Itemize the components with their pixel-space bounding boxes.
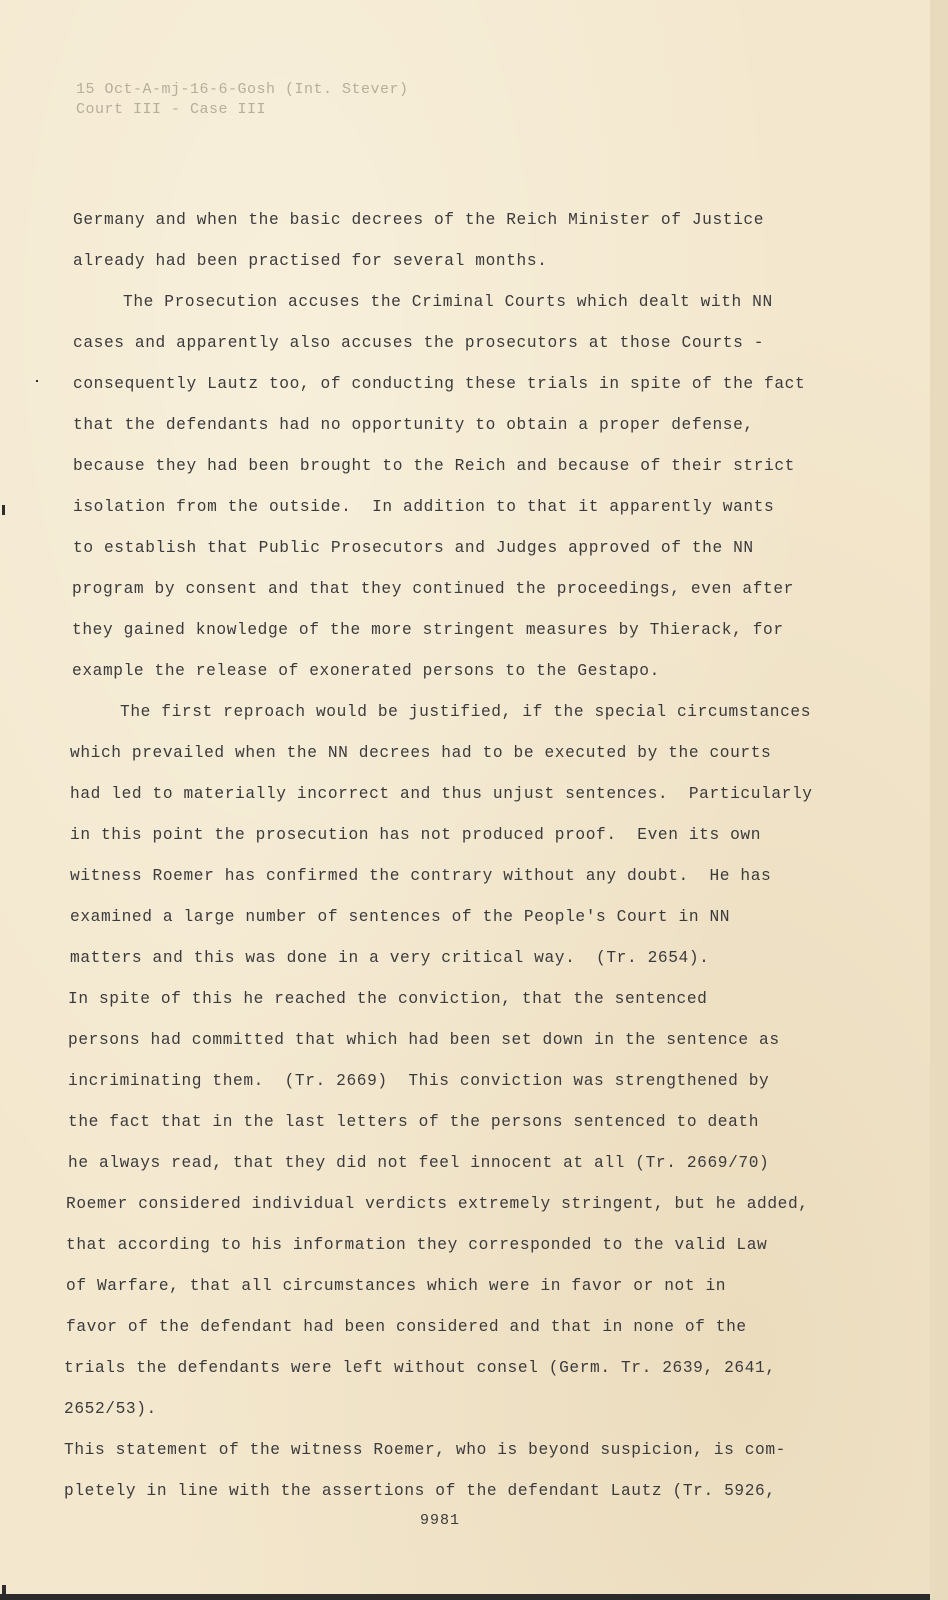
body-line: in this point the prosecution has not produced proof. Even its own — [70, 826, 762, 844]
body-line: isolation from the outside. In addition to that it apparently wants — [73, 498, 775, 516]
body-line: to establish that Public Prosecutors and Judges approved of the NN — [73, 539, 754, 557]
body-line: examined a large number of sentences of the People's Court in NN — [70, 908, 731, 926]
body-line: had led to materially incorrect and thus unjust sentences. Particularly — [70, 785, 813, 803]
body-line: already had been practised for several months. — [73, 252, 548, 270]
document-header — [76, 80, 409, 120]
body-line: that the defendants had no opportunity to obtain a proper defense, — [73, 416, 754, 434]
body-line: because they had been brought to the Reich and because of their strict — [73, 457, 795, 475]
body-line: In spite of this he reached the conviction, that the sentenced — [68, 990, 708, 1008]
body-line: The first reproach would be justified, if the special circumstances — [120, 703, 812, 721]
header-line-1: 15 Oct-A-mj-16-6-Gosh (Int. Stever) — [76, 81, 409, 98]
body-line: This statement of the witness Roemer, who is beyond suspicion, is com- — [64, 1441, 786, 1459]
body-line: they gained knowledge of the more stringent measures by Thierack, for — [72, 621, 784, 639]
scan-right-edge — [930, 0, 948, 1600]
body-line: pletely in line with the assertions of the defendant Lautz (Tr. 5926, — [64, 1482, 776, 1500]
body-line: program by consent and that they continued the proceedings, even after — [72, 580, 794, 598]
page-number: 9981 — [420, 1512, 461, 1529]
speck-mark — [36, 380, 38, 382]
body-line: the fact that in the last letters of the persons sentenced to death — [68, 1113, 760, 1131]
body-line: Germany and when the basic decrees of the Reich Minister of Justice — [73, 211, 765, 229]
body-line: cases and apparently also accuses the prosecutors at those Courts - — [73, 334, 765, 352]
body-line: he always read, that they did not feel innocent at all (Tr. 2669/70) — [68, 1154, 770, 1172]
body-line: favor of the defendant had been considered and that in none of the — [66, 1318, 747, 1336]
body-line: witness Roemer has confirmed the contrary without any doubt. He has — [70, 867, 772, 885]
body-line: of Warfare, that all circumstances which were in favor or not in — [66, 1277, 727, 1295]
body-line: The Prosecution accuses the Criminal Courts which dealt with NN — [123, 293, 773, 311]
body-line: consequently Lautz too, of conducting these trials in spite of the fact — [73, 375, 806, 393]
body-line: incriminating them. (Tr. 2669) This conviction was strengthened by — [68, 1072, 770, 1090]
body-line: which prevailed when the NN decrees had to be executed by the courts — [70, 744, 772, 762]
binding-mark — [2, 505, 5, 515]
scan-bottom-edge — [0, 1594, 930, 1600]
body-line: example the release of exonerated persons to the Gestapo. — [72, 662, 660, 680]
body-line: trials the defendants were left without consel (Germ. Tr. 2639, 2641, — [64, 1359, 776, 1377]
body-line: that according to his information they corresponded to the valid Law — [66, 1236, 768, 1254]
body-line: persons had committed that which had been set down in the sentence as — [68, 1031, 780, 1049]
body-line: matters and this was done in a very critical way. (Tr. 2654). — [70, 949, 710, 967]
header-line-2: Court III - Case III — [76, 101, 267, 118]
body-line: Roemer considered individual verdicts extremely stringent, but he added, — [66, 1195, 809, 1213]
body-line: 2652/53). — [64, 1400, 157, 1418]
